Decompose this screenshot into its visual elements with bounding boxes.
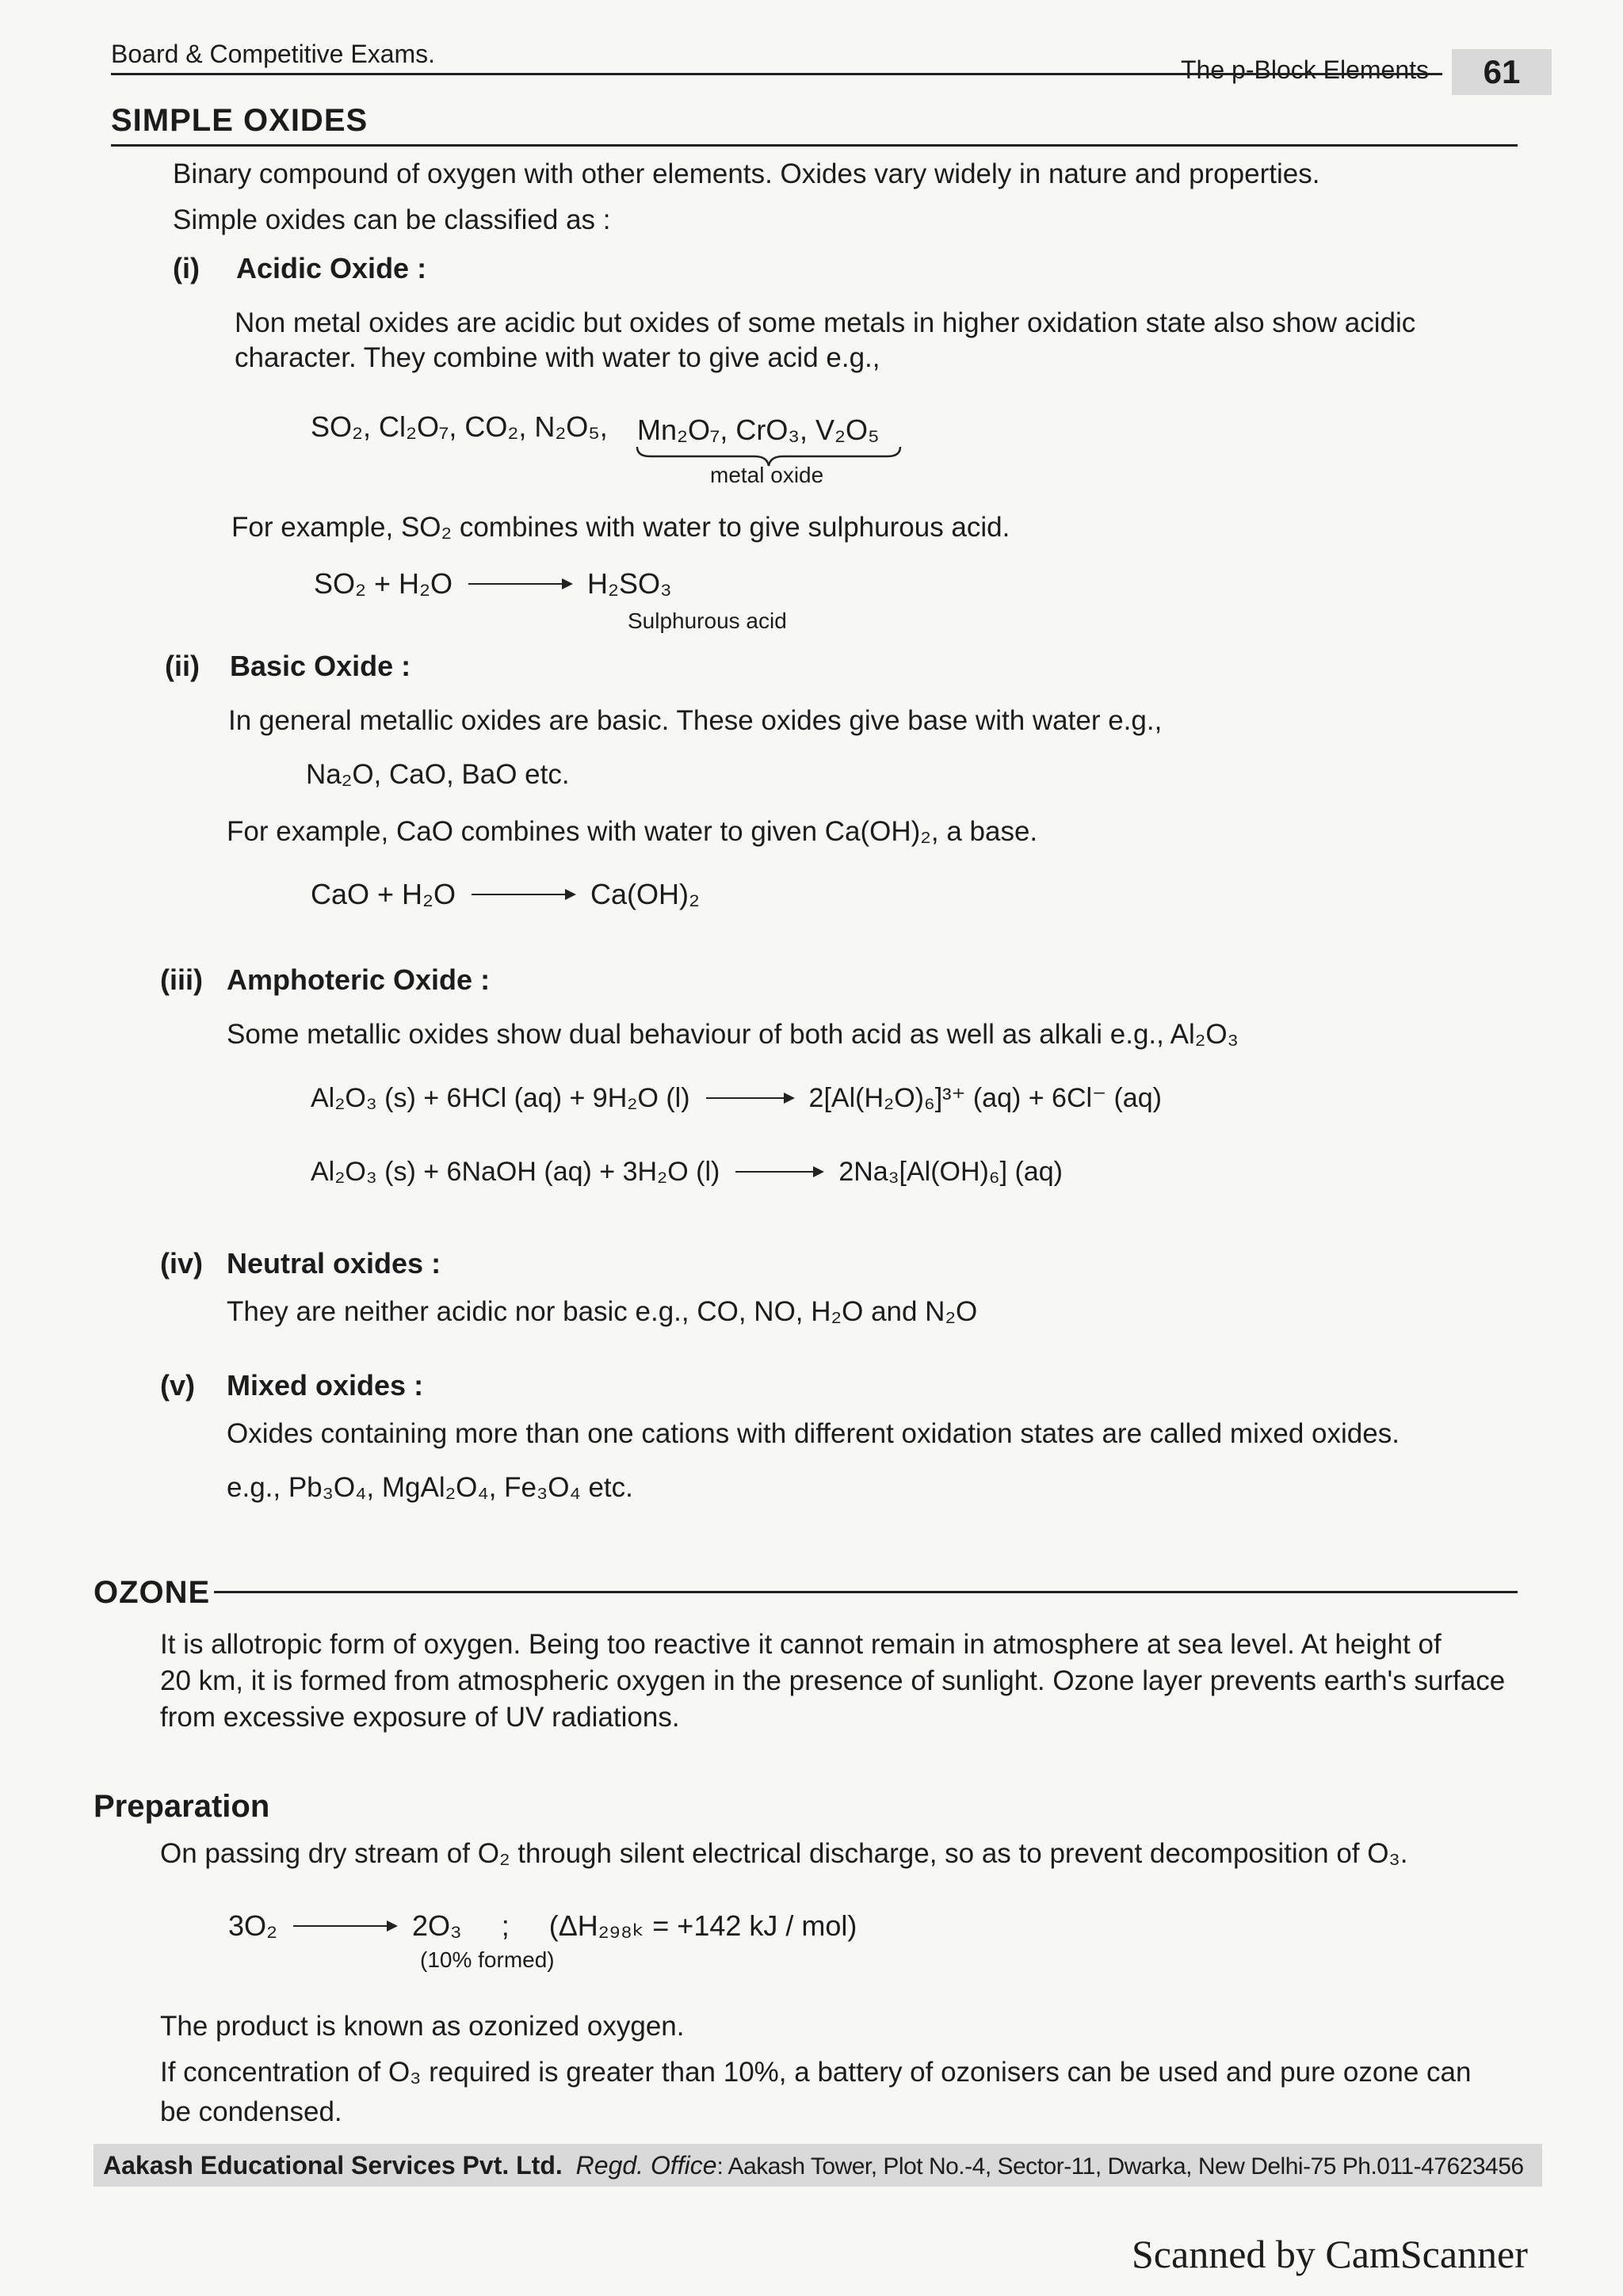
section-title-simple-oxides: SIMPLE OXIDES — [111, 103, 369, 138]
footer-office-label: Regd. Office — [575, 2151, 717, 2180]
camscanner-watermark: Scanned by CamScanner — [1132, 2232, 1528, 2276]
basic-oxide-heading: Basic Oxide : — [230, 650, 411, 682]
reaction-arrow — [472, 894, 575, 898]
basic-text-1: In general metallic oxides are basic. These oxides give base with water e.g., — [228, 705, 1163, 736]
item-number-i: (i) — [173, 252, 200, 284]
acidic-example: For example, SO₂ combines with water to give sulphurous acid. — [231, 512, 1010, 543]
header-right: The p-Block Elements — [1181, 55, 1430, 84]
section-rule-simple-oxides — [111, 144, 1518, 147]
item-number-ii: (ii) — [165, 650, 200, 682]
amph-eq1-products: 2[Al(H₂O)₆]³⁺ (aq) + 6Cl⁻ (aq) — [808, 1083, 1162, 1113]
amph-eq2-reactants: Al₂O₃ (s) + 6NaOH (aq) + 3H₂O (l) — [311, 1157, 720, 1187]
acidic-equation — [314, 567, 672, 601]
preparation-text-2: The product is known as ozonized oxygen. — [160, 2011, 685, 2042]
intro-text: Binary compound of oxygen with other elements. Oxides vary widely in nature and properties. — [173, 158, 1320, 189]
amph-eq1-reactants: Al₂O₃ (s) + 6HCl (aq) + 9H₂O (l) — [311, 1083, 690, 1113]
acidic-eq-reactants: SO₂ + H₂O — [314, 567, 453, 600]
ozone-eq-product: 2O₃ — [412, 1909, 462, 1942]
ozone-eq-separator: ; — [501, 1909, 510, 1942]
reaction-arrow — [293, 1925, 396, 1930]
ozone-text-3: from excessive exposure of UV radiations. — [160, 1702, 680, 1733]
acidic-oxides-metal: Mn₂O₇, CrO₃, V₂O₅ — [637, 414, 880, 446]
basic-example: For example, CaO combines with water to given Ca(OH)₂, a base. — [227, 816, 1038, 847]
acidic-text-1: Non metal oxides are acidic but oxides of some metals in higher oxidation state also show acidic — [235, 307, 1416, 338]
basic-examples: Na₂O, CaO, BaO etc. — [306, 759, 570, 790]
acidic-text-2: character. They combine with water to give acid e.g., — [235, 342, 880, 373]
basic-eq-product: Ca(OH)₂ — [590, 878, 701, 910]
amphoteric-equation-1 — [311, 1082, 1162, 1114]
ten-percent-label: (10% formed) — [420, 1947, 555, 1972]
ozone-text-1: It is allotropic form of oxygen. Being too reactive it cannot remain in atmosphere at sea level. At height of — [160, 1629, 1442, 1660]
preparation-text-3: If concentration of O₃ required is greater than 10%, a battery of ozonisers can be used and pure ozone can — [160, 2057, 1472, 2088]
ozone-eq-enthalpy: (ΔH₂₉₈ₖ = +142 kJ / mol) — [548, 1909, 857, 1942]
amph-eq2-products: 2Na₃[Al(OH)₆] (aq) — [838, 1157, 1063, 1187]
footer-company: Aakash Educational Services Pvt. Ltd. — [103, 2151, 563, 2180]
acidic-eq-product: H₂SO₃ — [587, 567, 672, 600]
ozone-equation — [228, 1909, 857, 1943]
amphoteric-equation-2 — [311, 1157, 1063, 1188]
reaction-arrow — [706, 1097, 793, 1102]
item-number-iv: (iv) — [160, 1247, 203, 1280]
amphoteric-text: Some metallic oxides show dual behaviour of both acid as well as alkali e.g., Al₂O₃ — [227, 1019, 1239, 1050]
item-number-iii: (iii) — [160, 963, 203, 996]
mixed-text: Oxides containing more than one cations with different oxidation states are called mixed oxides. — [227, 1418, 1400, 1449]
mixed-examples: e.g., Pb₃O₄, MgAl₂O₄, Fe₃O₄ etc. — [227, 1472, 633, 1503]
ozone-eq-reactant: 3O₂ — [228, 1909, 277, 1942]
preparation-text-4: be condensed. — [160, 2096, 342, 2127]
reaction-arrow — [735, 1171, 823, 1176]
footer-bar — [94, 2144, 1542, 2187]
acidic-oxide-heading: Acidic Oxide : — [236, 252, 427, 284]
mixed-oxides-heading: Mixed oxides : — [227, 1369, 424, 1402]
ozone-text-2: 20 km, it is formed from atmospheric oxygen in the presence of sunlight. Ozone layer prevents earth's surface — [160, 1665, 1506, 1696]
preparation-heading: Preparation — [94, 1789, 270, 1824]
neutral-text: They are neither acidic nor basic e.g., CO, NO, H₂O and N₂O — [227, 1296, 978, 1327]
basic-equation — [311, 878, 700, 911]
preparation-text-1: On passing dry stream of O₂ through silent electrical discharge, so as to prevent decomposition of O₃. — [160, 1838, 1408, 1869]
sulphurous-acid-label: Sulphurous acid — [628, 608, 787, 633]
section-rule-ozone — [214, 1591, 1518, 1593]
page-number: 61 — [1452, 49, 1552, 95]
header-left: Board & Competitive Exams. — [111, 40, 436, 68]
intro-text-2: Simple oxides can be classified as : — [173, 204, 611, 235]
acidic-oxides-nonmetal: SO₂, Cl₂O₇, CO₂, N₂O₅, — [311, 410, 608, 443]
item-number-v: (v) — [160, 1369, 195, 1402]
amphoteric-oxide-heading: Amphoteric Oxide : — [227, 963, 491, 996]
footer-address: : Aakash Tower, Plot No.-4, Sector-11, Dwarka, New Delhi-75 Ph.011-47623456 — [716, 2153, 1524, 2180]
metal-oxide-label: metal oxide — [710, 463, 824, 487]
section-title-ozone: OZONE — [94, 1575, 211, 1610]
neutral-oxides-heading: Neutral oxides : — [227, 1247, 441, 1280]
reaction-arrow — [468, 583, 571, 588]
header-rule — [111, 73, 1442, 75]
basic-eq-reactants: CaO + H₂O — [311, 878, 456, 910]
